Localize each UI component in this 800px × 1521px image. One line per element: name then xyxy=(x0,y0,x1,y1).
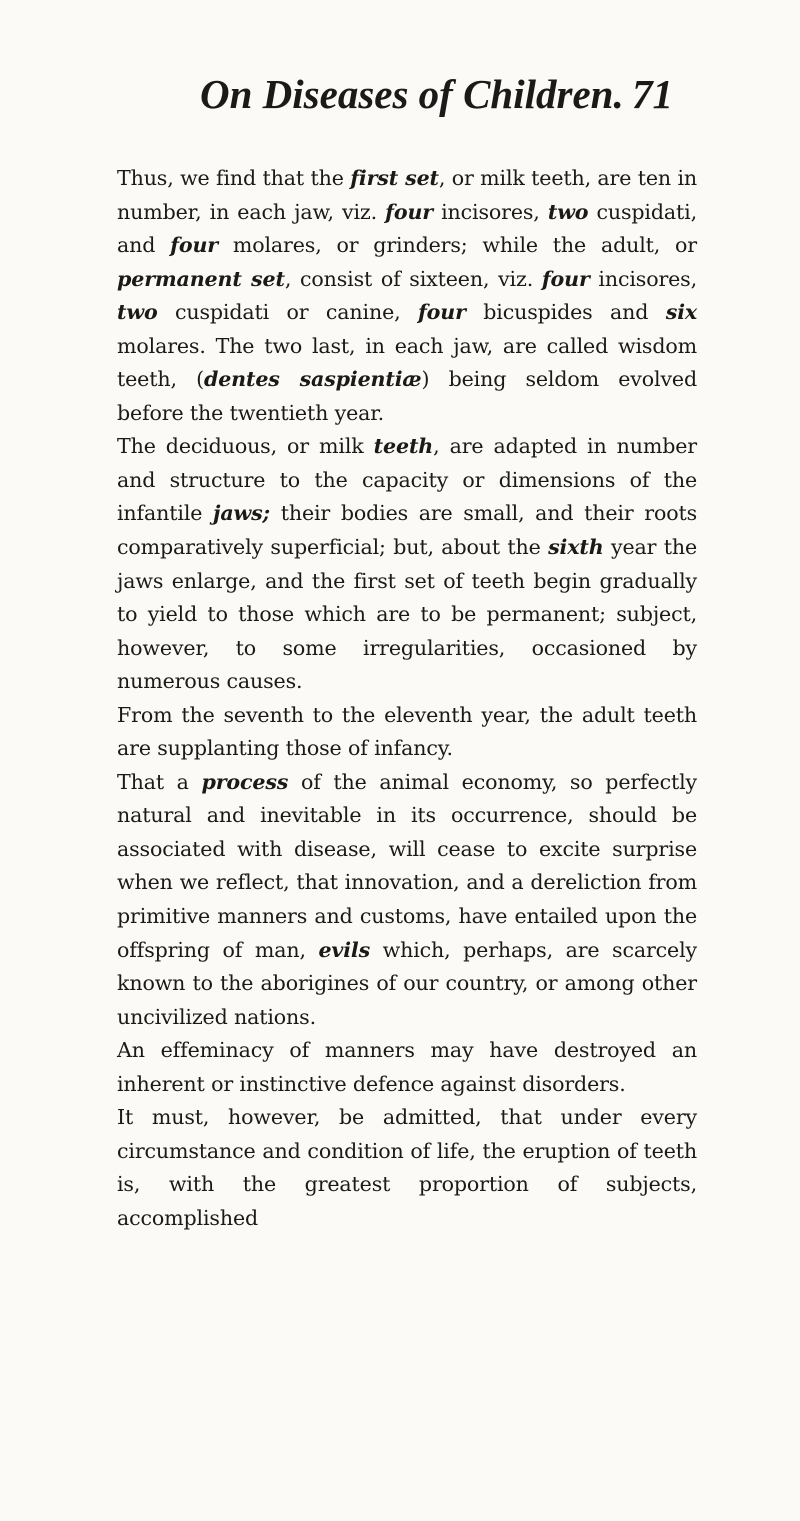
page-number: 71 xyxy=(632,71,673,117)
paragraph xyxy=(117,1034,697,1101)
text-run: molares. The two last, in each jaw, are called wisdom teeth, ( xyxy=(117,333,697,392)
paragraph xyxy=(117,766,697,1034)
italic-text-run: sixth xyxy=(548,535,604,560)
text-run: , or milk teeth, are ten in number, in each jaw, viz. xyxy=(117,166,697,224)
text-run: year the jaws enlarge, and the first set of teeth begin gradually to yield to those which are to be permanent; subject, however, to some irregularities, occasioned by numerous causes. xyxy=(117,535,697,694)
text-run: bicuspides and xyxy=(465,300,666,325)
text-run: From the seventh to the eleventh year, the adult teeth are supplanting those of infancy. xyxy=(117,702,697,761)
italic-text-run: four xyxy=(541,266,590,291)
italic-text-run: dentes saspientiæ xyxy=(203,367,422,392)
italic-text-run: two xyxy=(117,300,158,325)
text-run: It must, however, be admitted, that under every circumstance and condition of life, the eruption of teeth is, with the greatest proportion of subjects, accomplished xyxy=(117,1105,697,1230)
italic-text-run: jaws; xyxy=(213,501,270,526)
italic-text-run: two xyxy=(547,199,589,224)
italic-text-run: process xyxy=(201,769,289,794)
text-run: their bodies are small, and their roots comparatively superficial; but, about the xyxy=(117,501,698,560)
text-run: , are adapted in number and structure to the capacity or dimensions of the infantile xyxy=(117,434,698,526)
italic-text-run: four xyxy=(417,300,466,325)
text-run: cuspidati, and xyxy=(117,199,697,258)
text-run: , consist of sixteen, viz. xyxy=(284,266,542,291)
text-run: The deciduous, or milk xyxy=(117,434,374,459)
italic-text-run: teeth xyxy=(373,434,434,459)
text-run: ) being seldom evolved before the twentieth year. xyxy=(117,367,697,425)
italic-text-run: permanent set xyxy=(117,266,285,291)
text-run: That a xyxy=(117,769,202,794)
running-header xyxy=(0,70,800,120)
text-run: cuspidati or canine, xyxy=(157,300,418,325)
text-run: incisores, xyxy=(589,266,697,291)
text-run: An effeminacy of manners may have destroyed an inherent or instinctive defence against disorders. xyxy=(117,1038,697,1096)
body-text xyxy=(117,162,697,1236)
paragraph xyxy=(117,162,697,430)
italic-text-run: first set xyxy=(350,166,439,190)
paragraph xyxy=(117,1101,697,1235)
text-run: molares, or grinders; while the adult, or xyxy=(217,233,698,258)
running-title: On Diseases of Children. xyxy=(200,71,624,117)
italic-text-run: four xyxy=(170,233,218,258)
paragraph xyxy=(117,430,697,698)
italic-text-run: four xyxy=(385,199,433,224)
text-run: Thus, we find that the xyxy=(117,166,351,190)
paragraph xyxy=(117,699,697,766)
text-run: of the animal economy, so perfectly natural and inevitable in its occurrence, should be associated with disease, will cease to excite surprise when we reflect, that innovation, and a dereliction from primitive manners and customs, have entailed upon the offspring of man, xyxy=(117,769,697,962)
text-run: incisores, xyxy=(432,199,548,224)
italic-text-run: evils xyxy=(318,937,371,962)
text-run: which, perhaps, are scarcely known to the aborigines of our country, or among other uncivilized nations. xyxy=(117,937,697,1029)
italic-text-run: six xyxy=(665,300,697,325)
